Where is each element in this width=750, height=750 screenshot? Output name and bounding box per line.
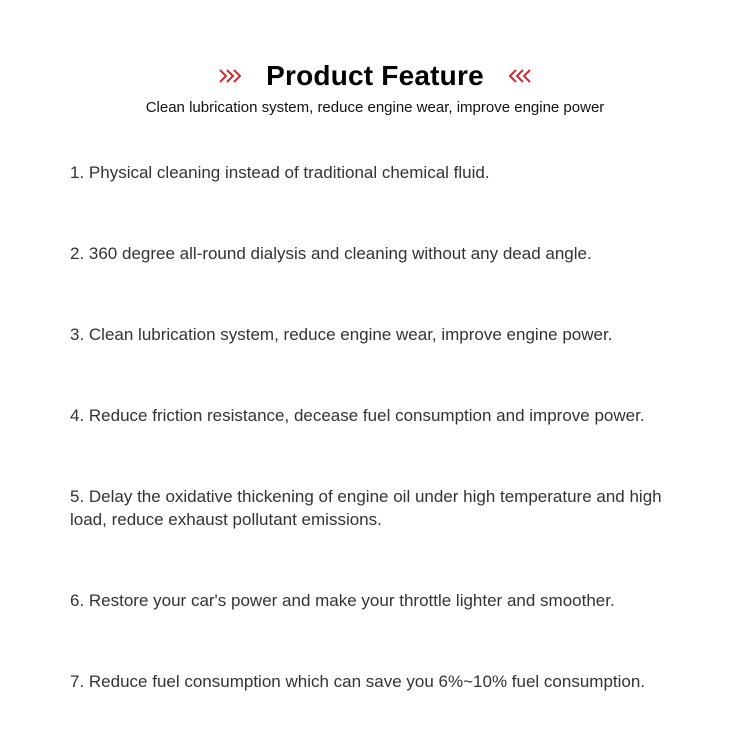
feature-item: 4. Reduce friction resistance, decease fuel consumption and improve power. (70, 406, 645, 425)
feature-item: 3. Clean lubrication system, reduce engine wear, improve engine power. (70, 325, 613, 344)
page-title: Product Feature (266, 60, 484, 91)
subtitle: Clean lubrication system, reduce engine wear, improve engine power (145, 99, 605, 116)
title-row (0, 58, 750, 94)
feature-item: 2. 360 degree all-round dialysis and cleaning without any dead angle. (70, 244, 592, 263)
feature-item: 6. Restore your car's power and make your throttle lighter and smoother. (70, 591, 615, 610)
chevrons-left-icon (506, 69, 532, 83)
feature-item: 5. Delay the oxidative thickening of engine oil under high temperature and high load, reduce exhaust pollutant emissions. (70, 487, 662, 529)
header (0, 58, 750, 116)
feature-item: 1. Physical cleaning instead of traditional chemical fluid. (70, 163, 490, 182)
chevrons-right-icon (218, 69, 244, 83)
feature-item: 7. Reduce fuel consumption which can save you 6%~10% fuel consumption. (70, 672, 646, 691)
